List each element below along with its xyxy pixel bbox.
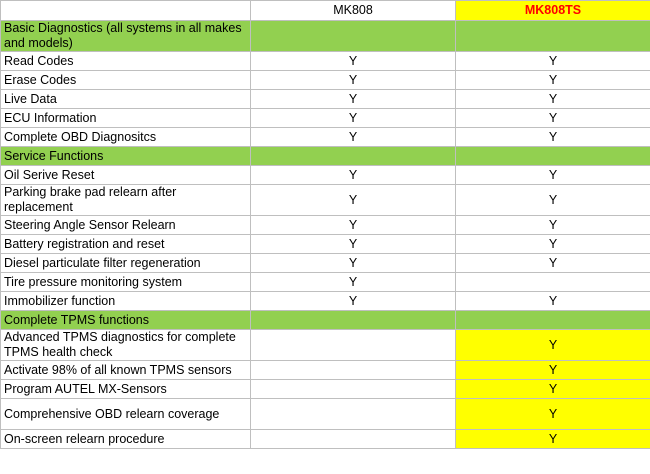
mk808ts-value: Y <box>456 52 650 71</box>
feature-name: Diesel particulate filter regeneration <box>1 254 251 273</box>
mk808-value: Y <box>251 52 456 71</box>
mk808ts-value: Y <box>456 216 650 235</box>
mk808-value: Y <box>251 254 456 273</box>
section-title: Service Functions <box>1 147 251 166</box>
mk808ts-value: Y <box>456 361 650 380</box>
feature-name: Complete OBD Diagnositcs <box>1 128 251 147</box>
header-mk808ts: MK808TS <box>456 1 650 21</box>
feature-name: Comprehensive OBD relearn coverage <box>1 399 251 430</box>
table-row <box>1 166 650 185</box>
table-row <box>1 109 650 128</box>
mk808ts-value: Y <box>456 254 650 273</box>
table-row <box>1 330 650 361</box>
section-filler <box>251 21 456 52</box>
section-title: Basic Diagnostics (all systems in all makes and models) <box>1 21 251 52</box>
table-row <box>1 216 650 235</box>
mk808ts-value: Y <box>456 380 650 399</box>
table-row <box>1 273 650 292</box>
mk808ts-value <box>456 273 650 292</box>
mk808-value: Y <box>251 109 456 128</box>
header-feature-cell <box>1 1 251 21</box>
table-row <box>1 128 650 147</box>
mk808ts-value: Y <box>456 166 650 185</box>
table-row <box>1 185 650 216</box>
section-row <box>1 147 650 166</box>
mk808-value: Y <box>251 90 456 109</box>
mk808-value <box>251 380 456 399</box>
mk808-value: Y <box>251 216 456 235</box>
table-row <box>1 90 650 109</box>
mk808-value <box>251 330 456 361</box>
table-row <box>1 361 650 380</box>
feature-name: Program AUTEL MX-Sensors <box>1 380 251 399</box>
table-row <box>1 292 650 311</box>
mk808-value: Y <box>251 235 456 254</box>
feature-name: On-screen relearn procedure <box>1 430 251 449</box>
mk808ts-value: Y <box>456 430 650 449</box>
feature-name: Battery registration and reset <box>1 235 251 254</box>
mk808-value <box>251 399 456 430</box>
mk808-value: Y <box>251 292 456 311</box>
table-row <box>1 254 650 273</box>
feature-name: Steering Angle Sensor Relearn <box>1 216 251 235</box>
section-filler <box>456 21 650 52</box>
section-filler <box>251 147 456 166</box>
feature-name: Read Codes <box>1 52 251 71</box>
mk808-value: Y <box>251 128 456 147</box>
mk808-value: Y <box>251 71 456 90</box>
feature-name: Parking brake pad relearn after replacement <box>1 185 251 216</box>
feature-name: ECU Information <box>1 109 251 128</box>
header-row <box>1 1 650 21</box>
mk808ts-value: Y <box>456 109 650 128</box>
section-title: Complete TPMS functions <box>1 311 251 330</box>
feature-name: Immobilizer function <box>1 292 251 311</box>
section-filler <box>251 311 456 330</box>
section-row <box>1 21 650 52</box>
table-row <box>1 430 650 449</box>
mk808ts-value: Y <box>456 185 650 216</box>
mk808-value: Y <box>251 185 456 216</box>
feature-name: Live Data <box>1 90 251 109</box>
section-filler <box>456 147 650 166</box>
feature-name: Oil Serive Reset <box>1 166 251 185</box>
feature-name: Activate 98% of all known TPMS sensors <box>1 361 251 380</box>
mk808-value: Y <box>251 166 456 185</box>
mk808ts-value: Y <box>456 235 650 254</box>
mk808ts-value: Y <box>456 128 650 147</box>
mk808-value: Y <box>251 273 456 292</box>
mk808-value <box>251 430 456 449</box>
feature-name: Advanced TPMS diagnostics for complete TPMS health check <box>1 330 251 361</box>
feature-name: Erase Codes <box>1 71 251 90</box>
section-row <box>1 311 650 330</box>
section-filler <box>456 311 650 330</box>
mk808ts-value: Y <box>456 90 650 109</box>
table-row <box>1 380 650 399</box>
table-row <box>1 52 650 71</box>
table-row <box>1 235 650 254</box>
mk808-value <box>251 361 456 380</box>
mk808ts-value: Y <box>456 399 650 430</box>
feature-name: Tire pressure monitoring system <box>1 273 251 292</box>
table-row <box>1 399 650 430</box>
mk808ts-value: Y <box>456 292 650 311</box>
header-mk808: MK808 <box>251 1 456 21</box>
mk808ts-value: Y <box>456 330 650 361</box>
table-row <box>1 71 650 90</box>
mk808ts-value: Y <box>456 71 650 90</box>
